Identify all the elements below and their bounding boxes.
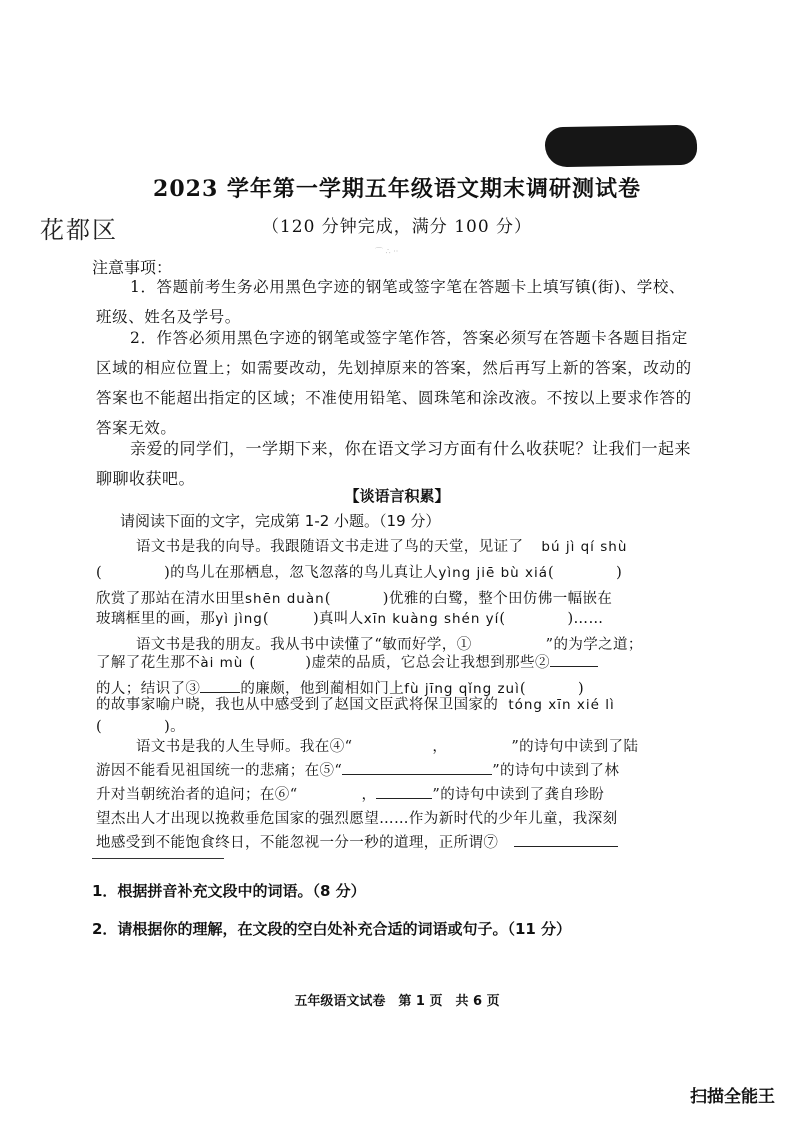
faint-mark: ⌒ ∴ ·· <box>375 247 399 256</box>
text-run: 升对当朝统治者的追问；在⑥“ <box>96 787 298 803</box>
text-run: 游因不能看见祖国统一的悲痛；在⑤“ <box>96 763 343 779</box>
bracket-open: ( <box>249 655 256 671</box>
text-run: 的廉颇，他到蔺相如门上 <box>240 681 405 697</box>
text-run: )的鸟儿在那栖息，忽飞忽落的鸟儿真让人 <box>164 565 439 581</box>
text-run: 语文书是我的人生导师。我在④“ <box>136 739 353 755</box>
text-run: 望杰出人才出现以挽救垂危国家的强烈愿望……作为新时代的少年儿童，我深刻 <box>96 811 618 827</box>
answer-line[interactable] <box>92 858 224 859</box>
text-run: ， <box>361 787 377 803</box>
question-1: 1．根据拼音补充文段中的词语。（8 分） <box>92 882 366 900</box>
text-run: ， <box>432 739 448 755</box>
bracket-open: ( <box>548 565 555 581</box>
exam-title: 2023 学年第一学期五年级语文期末调研测试卷 <box>153 176 641 202</box>
passage-line-13 <box>96 808 618 830</box>
greeting-text: 亲爱的同学们，一学期下来，你在语文学习方面有什么收获呢？让我们一起来聊聊收获吧。 <box>96 439 692 488</box>
text-run: )…… <box>567 611 604 627</box>
bracket-close: ) <box>616 565 623 581</box>
instruction-text: 请阅读下面的文字，完成第 1-2 小题。（19 分） <box>120 512 441 530</box>
pinyin-label: xīn kuàng shén yí <box>363 611 500 627</box>
text-run: 了解了花生那不 <box>96 655 201 671</box>
exam-subtitle: （120 分钟完成，满分 100 分） <box>261 217 533 237</box>
scanner-watermark: 扫描全能王 <box>690 1087 775 1107</box>
pinyin-label: yìng jiē bù xiá <box>438 565 549 581</box>
passage-line-14 <box>96 832 618 854</box>
district-label: 花都区 <box>40 216 118 244</box>
pinyin-label: tóng xīn xié lì <box>508 697 615 713</box>
bracket-open: ( <box>519 681 526 697</box>
question-2: 2．请根据你的理解，在文段的空白处补充合适的词语或句子。（11 分） <box>92 920 572 938</box>
note-item-2: 2．作答必须用黑色字迹的钢笔或签字笔作答，答案必须写在答题卡各题目指定区域的相应位置上；如需要改动，先划掉原来的答案，然后再写上新的答案，改动的答案也不能超出指定的区域；不准使用铅笔、圆珠笔和涂改液。不按以上要求作答的答案无效。 <box>96 329 692 437</box>
text-run: )优雅的白鹭，整个田仿佛一幅嵌在 <box>382 591 613 607</box>
bracket-open: ( <box>96 565 103 581</box>
note-item-1: 1．答题前考生务必用黑色字迹的钢笔或签字笔在答题卡上填写镇(街)、学校、班级、姓名及学号。 <box>96 278 686 326</box>
pinyin-label: fù jīng qǐng zuì <box>404 681 520 697</box>
text-run: ”的诗句中读到了陆 <box>511 739 639 755</box>
text-run: 语文书是我的朋友。我从书中读懂了“敏而好学，① <box>136 637 472 653</box>
notes-heading: 注意事项： <box>92 258 173 277</box>
page-footer: 五年级语文试卷 第 1 页 共 6 页 <box>294 994 500 1009</box>
text-run: 地感受到不能饱食终日，不能忽视一分一秒的道理，正所谓⑦ <box>96 835 499 851</box>
bracket-open: ( <box>324 591 331 607</box>
text-run: )真叫人 <box>312 611 364 627</box>
text-run: ”的为学之道； <box>545 637 643 653</box>
bracket-open: ( <box>96 719 103 735</box>
answer-blank[interactable] <box>514 832 618 847</box>
text-run: 语文书是我的向导。我跟随语文书走进了鸟的天堂，见证了 <box>136 539 524 555</box>
text-run: )虚荣的品质，它总会让我想到那些② <box>305 655 550 671</box>
text-run: ”的诗句中读到了林 <box>492 763 620 779</box>
bracket-open: ( <box>262 611 269 627</box>
pinyin-label: yì jìng <box>215 611 263 627</box>
pinyin-label: bú jì qí shù <box>541 539 628 555</box>
bracket-open: ( <box>499 611 506 627</box>
text-run: ”的诗句中读到了龚自珍盼 <box>432 787 605 803</box>
text-run: 欣赏了那站在清水田里 <box>96 591 245 607</box>
pinyin-label: ài mù <box>200 655 244 671</box>
bracket-close: )。 <box>164 719 186 735</box>
text-run: 玻璃框里的画，那 <box>96 611 216 627</box>
section-title: 【谈语言积累】 <box>344 487 450 505</box>
pinyin-label: shēn duàn <box>245 591 325 607</box>
text-run: 的故事家喻户晓，我也从中感受到了赵国文臣武将保卫国家的 <box>96 697 499 713</box>
text-run: 的人；结识了③ <box>96 681 201 697</box>
bracket-close: ) <box>577 681 584 697</box>
